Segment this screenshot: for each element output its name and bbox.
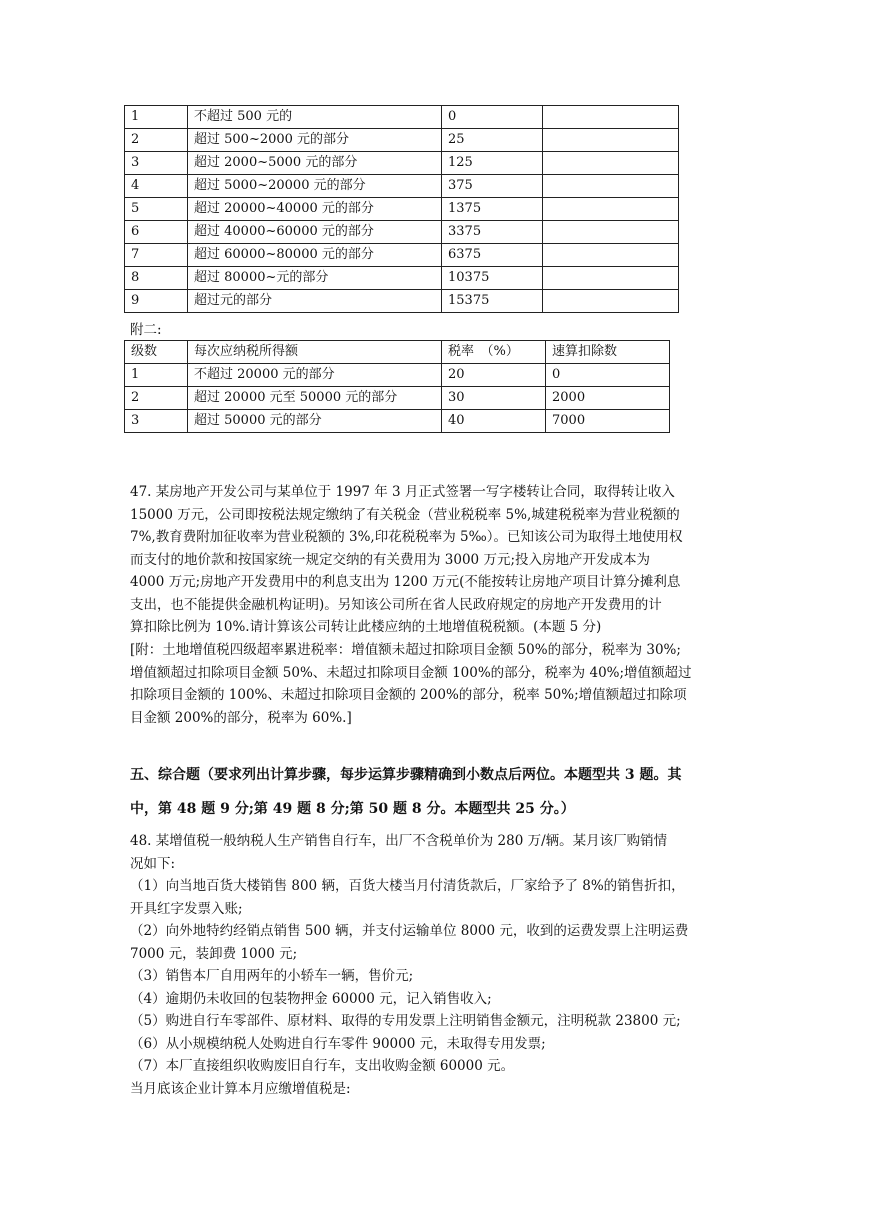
table-row [125, 198, 679, 221]
heading-line: 五、综合题（要求列出计算步骤，每步运算步骤精确到小数点后两位。本题型共 3 题。其 [130, 767, 682, 783]
table-cell: 超过 40000~60000 元的部分 [188, 221, 442, 244]
table-cell: 1375 [442, 198, 543, 221]
header-quick-deduction: 速算扣除数 [546, 341, 670, 364]
table-cell: 10375 [442, 267, 543, 290]
text-line: （5）购进自行车零部件、原材料、取得的专用发票上注明销售金额元，注明税款 23800 元; [130, 1013, 681, 1029]
text-line: 7000 元，装卸费 1000 元; [130, 945, 298, 962]
table-cell: 6375 [442, 244, 543, 267]
table-cell: 375 [442, 175, 543, 198]
table-cell [543, 152, 679, 175]
table-cell: 超过 80000~元的部分 [188, 267, 442, 290]
table-cell: 20 [442, 364, 546, 387]
table-row [125, 290, 679, 313]
table-cell [543, 290, 679, 313]
text-line: 当月底该企业计算本月应缴增值税是: [130, 1080, 351, 1097]
table-row [125, 221, 679, 244]
table-row [125, 129, 679, 152]
table-row [125, 152, 679, 175]
table-cell: 超过 20000~40000 元的部分 [188, 198, 442, 221]
question-47 [130, 481, 742, 639]
table-cell: 7000 [546, 410, 670, 433]
table-row [125, 106, 679, 129]
text-line: 算扣除比例为 10%.请计算该公司转让此楼应纳的土地增值税税额。(本题 5 分) [130, 619, 602, 635]
header-tax-rate: 税率 （%） [442, 341, 546, 364]
text-line: （7）本厂直接组织收购废旧自行车，支出收购金额 60000 元。 [130, 1058, 515, 1074]
table-cell: 40 [442, 410, 546, 433]
table-header-row [125, 341, 670, 364]
table-cell: 1 [125, 106, 188, 129]
text-line: 15000 万元，公司即按税法规定缴纳了有关税金（营业税税率 5%,城建税税率为营业税额的 [130, 506, 680, 523]
table-row [125, 387, 670, 410]
text-line: 7%,教育费附加征收率为营业税额的 3%,印花税税率为 5‰）。已知该公司为取得土地使用权 [130, 529, 683, 545]
table-row [125, 175, 679, 198]
table-cell: 2000 [546, 387, 670, 410]
table-cell: 25 [442, 129, 543, 152]
table-cell: 2 [125, 129, 188, 152]
table-cell: 超过元的部分 [188, 290, 442, 313]
table-cell [543, 221, 679, 244]
table-cell [543, 267, 679, 290]
table-cell: 不超过 500 元的 [188, 106, 442, 129]
table-cell: 2 [125, 387, 188, 410]
text-line: （3）销售本厂自用两年的小轿车一辆，售价元; [130, 968, 414, 984]
tax-rate-table-1 [124, 105, 679, 313]
table-row [125, 410, 670, 433]
header-taxable-income: 每次应纳税所得额 [188, 341, 442, 364]
tax-rate-table-2 [124, 340, 670, 433]
table-cell [543, 129, 679, 152]
text-line: 而支付的地价款和按国家统一规定交纳的有关费用为 3000 万元;投入房地产开发成本为 [130, 551, 650, 568]
table-cell [543, 175, 679, 198]
table-cell [543, 198, 679, 221]
table-cell: 0 [442, 106, 543, 129]
table-cell: 30 [442, 387, 546, 410]
table-cell: 超过 500~2000 元的部分 [188, 129, 442, 152]
table-cell: 超过 2000~5000 元的部分 [188, 152, 442, 175]
table-cell: 6 [125, 221, 188, 244]
text-line: （2）向外地特约经销点销售 500 辆，并支付运输单位 8000 元，收到的运费发票上注明运费 [130, 923, 689, 939]
table-row [125, 244, 679, 267]
text-line: 47. 某房地产开发公司与某单位于 1997 年 3 月正式签署一写字楼转让合同，取得转让收入 [130, 484, 675, 500]
table-cell: 超过 20000 元至 50000 元的部分 [188, 387, 442, 410]
note-line: [附：土地增值税四级超率累进税率：增值额未超过扣除项目金额 50%的部分，税率为 30%; [130, 642, 681, 658]
table-cell: 4 [125, 175, 188, 198]
table-cell [543, 244, 679, 267]
text-line: （6）从小规模纳税人处购进自行车零件 90000 元，未取得专用发票; [130, 1035, 546, 1052]
table-row [125, 364, 670, 387]
note-line: 目金额 200%的部分，税率为 60%.] [130, 709, 352, 726]
table-cell: 3 [125, 410, 188, 433]
table-cell: 9 [125, 290, 188, 313]
text-line: 48. 某增值税一般纳税人生产销售自行车，出厂不含税单价为 280 万/辆。某月该厂购销情 [130, 833, 668, 849]
table-cell: 超过 50000 元的部分 [188, 410, 442, 433]
text-line: 开具红字发票入账; [130, 900, 243, 917]
text-line: （4）逾期仍未收回的包装物押金 60000 元，记入销售收入; [130, 990, 492, 1007]
table-cell: 8 [125, 267, 188, 290]
text-line: 况如下: [130, 855, 176, 872]
table-cell: 15375 [442, 290, 543, 313]
table-cell: 3375 [442, 221, 543, 244]
heading-line: 中，第 48 题 9 分;第 49 题 8 分;第 50 题 8 分。本题型共 25 分。） [130, 801, 575, 817]
text-line: 支出，也不能提供金融机构证明)。另知该公司所在省人民政府规定的房地产开发费用的计 [130, 596, 662, 613]
text-line: （1）向当地百货大楼销售 800 辆，百货大楼当月付清货款后，厂家给予了 8%的销售折扣， [130, 878, 685, 894]
table-cell: 125 [442, 152, 543, 175]
appendix-2-label: 附二: [130, 322, 162, 338]
section-5-heading [130, 758, 742, 826]
question-48 [130, 830, 742, 1100]
note-line: 增值额超过扣除项目金额 50%、未超过扣除项目金额 100%的部分，税率为 40%;增值额超过 [130, 664, 692, 681]
table-cell: 0 [546, 364, 670, 387]
table-cell: 7 [125, 244, 188, 267]
table-cell: 不超过 20000 元的部分 [188, 364, 442, 387]
question-47-note [130, 639, 742, 729]
table-cell [543, 106, 679, 129]
table-cell: 1 [125, 364, 188, 387]
table-row [125, 267, 679, 290]
table-cell: 3 [125, 152, 188, 175]
text-line: 4000 万元;房地产开发费用中的利息支出为 1200 万元(不能按转让房地产项目计算分摊利息 [130, 574, 681, 590]
table-cell: 超过 60000~80000 元的部分 [188, 244, 442, 267]
table-cell: 超过 5000~20000 元的部分 [188, 175, 442, 198]
note-line: 扣除项目金额的 100%、未超过扣除项目金额的 200%的部分，税率 50%;增值额超过扣除项 [130, 687, 687, 703]
table-cell: 5 [125, 198, 188, 221]
header-level: 级数 [125, 341, 188, 364]
